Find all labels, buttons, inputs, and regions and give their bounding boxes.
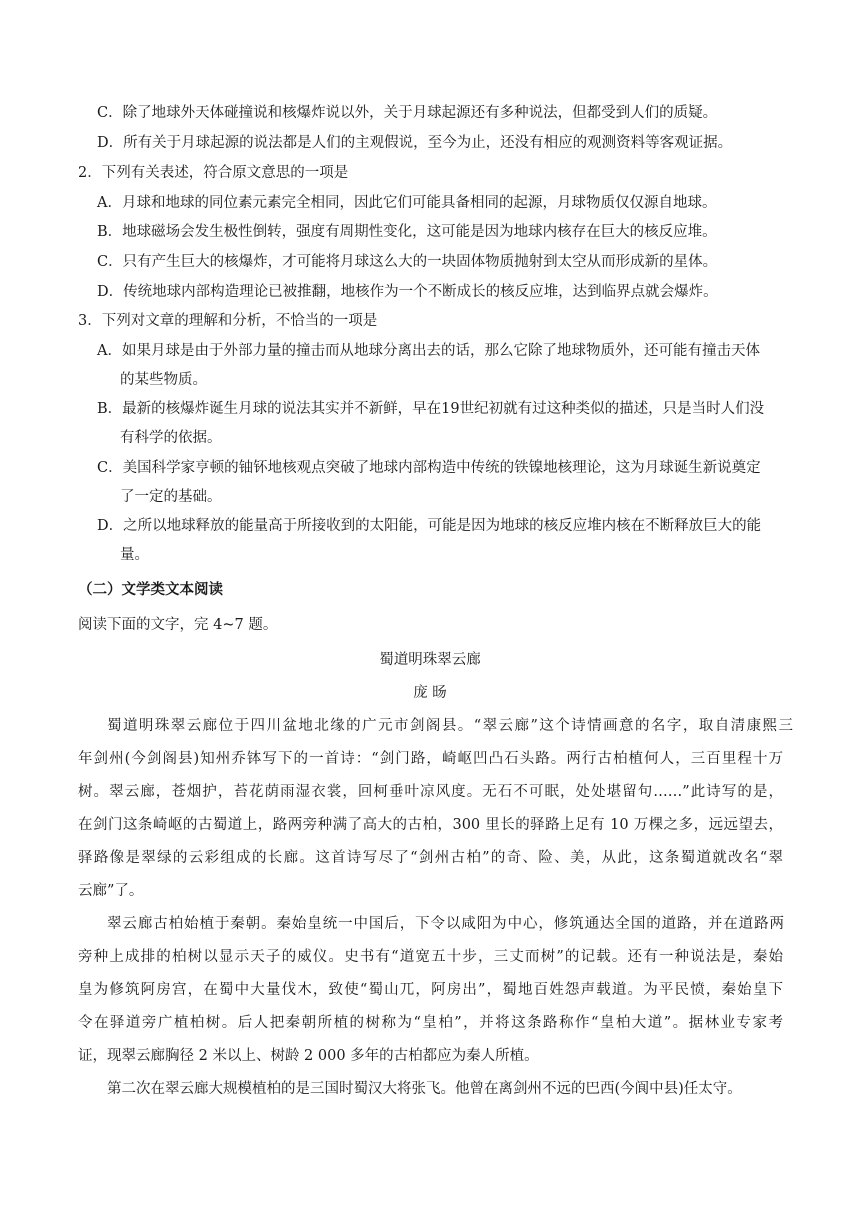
q3-option-a-line1: A．如果月球是由于外部力量的撞击而从地球分离出去的话，那么它除了地球物质外，还可能有撞击天体 <box>97 343 760 359</box>
q3-option-a-line2: 的某些物质。 <box>120 372 207 388</box>
q3-option-b-line2: 有科学的依据。 <box>120 430 222 446</box>
article-p1-line3: 树。翠云廊，苍烟护，苔花荫雨湿衣裳，回柯垂叶凉风度。无石不可眠，处处堪留句……”此诗写的是， <box>78 784 783 800</box>
q3-option-c-line1: C．美国科学家亨顿的铀钚地核观点突破了地球内部构造中传统的铁镍地核理论，这为月球诞生新说奠定 <box>97 460 761 476</box>
q1-option-d: D．所有关于月球起源的说法都是人们的主观假说，至今为止，还没有相应的观测资料等客观证据。 <box>97 135 733 151</box>
article-p1-line2: 年剑州(今剑阁县)知州乔钵写下的一首诗：“剑门路，崎岖凹凸石头路。两行古柏植何人，三百里程十万 <box>78 751 783 767</box>
q3-option-d-line1: D．之所以地球释放的能量高于所接收到的太阳能，可能是因为地球的核反应堆内核在不断释放巨大的能 <box>97 518 762 534</box>
article-p2-line3: 皇为修筑阿房宫，在蜀中大量伐木，致使“蜀山兀，阿房出”，蜀地百姓怨声载道。为平民愤，秦始皇下 <box>78 982 783 998</box>
article-p2-line5: 证，现翠云廊胸径 2 米以上、树龄 2 000 多年的古柏都应为秦人所植。 <box>78 1048 539 1064</box>
article-title: 蜀道明珠翠云廊 <box>379 652 481 668</box>
article-p1-line4: 在剑门这条崎岖的古蜀道上，路两旁种满了高大的古柏，300 里长的驿路上足有 10 万棵之多，远远望去， <box>78 817 783 833</box>
article-p2-line1: 翠云廊古柏始植于秦朝。秦始皇统一中国后，下令以咸阳为中心，修筑通达全国的道路，并在道路两 <box>107 916 784 932</box>
q3-option-d-line2: 量。 <box>120 547 149 563</box>
q3-option-c-line2: 了一定的基础。 <box>120 489 222 505</box>
article-p2-line4: 令在驿道旁广植柏树。后人把秦朝所植的树称为“皇柏”，并将这条路称作“皇柏大道”。据林业专家考 <box>78 1015 783 1031</box>
q2-option-b: B．地球磁场会发生极性倒转，强度有周期性变化，这可能是因为地球内核存在巨大的核反应堆。 <box>97 224 717 240</box>
article-p1-line5: 驿路像是翠绿的云彩组成的长廊。这首诗写尽了“剑州古柏”的奇、险、美，从此，这条蜀道就改名“翠 <box>78 850 783 866</box>
article-p2-line2: 旁种上成排的柏树以显示天子的威仪。史书有“道宽五十步，三丈而树”的记载。还有一种说法是，秦始 <box>78 949 783 965</box>
article-p3-line1: 第二次在翠云廊大规模植柏的是三国时蜀汉大将张飞。他曾在离剑州不远的巴西(今阆中县)任太守。 <box>107 1081 742 1097</box>
q2-option-c: C．只有产生巨大的核爆炸，才可能将月球这么大的一块固体物质抛射到太空从而形成新的星体。 <box>97 254 718 270</box>
q2-option-a: A．月球和地球的同位素元素完全相同，因此它们可能具备相同的起源，月球物质仅仅源自地球。 <box>97 195 717 211</box>
q1-option-c: C．除了地球外天体碰撞说和核爆炸说以外，关于月球起源还有多种说法，但都受到人们的质疑。 <box>97 105 718 121</box>
article-p1-line1: 蜀道明珠翠云廊位于四川盆地北缘的广元市剑阁县。“翠云廊”这个诗情画意的名字，取自清康熙三 <box>107 718 793 734</box>
article-author: 庞 旸 <box>413 685 447 701</box>
q3-option-b-line1: B．最新的核爆炸诞生月球的说法其实并不新鲜，早在19世纪初就有过这种类似的描述，只是当时人们没 <box>97 401 765 417</box>
article-p1-line6: 云廊”了。 <box>78 883 144 899</box>
section-heading: （二）文学类文本阅读 <box>78 581 223 598</box>
q2-option-d: D．传统地球内部构造理论已被推翻，地核作为一个不断成长的核反应堆，达到临界点就会爆炸。 <box>97 284 718 300</box>
section-instruction: 阅读下面的文字，完 4~7 题。 <box>78 617 278 633</box>
q2-stem: 2．下列有关表述，符合原文意思的一项是 <box>78 165 349 181</box>
q3-stem: 3．下列对文章的理解和分析，不恰当的一项是 <box>78 313 378 329</box>
